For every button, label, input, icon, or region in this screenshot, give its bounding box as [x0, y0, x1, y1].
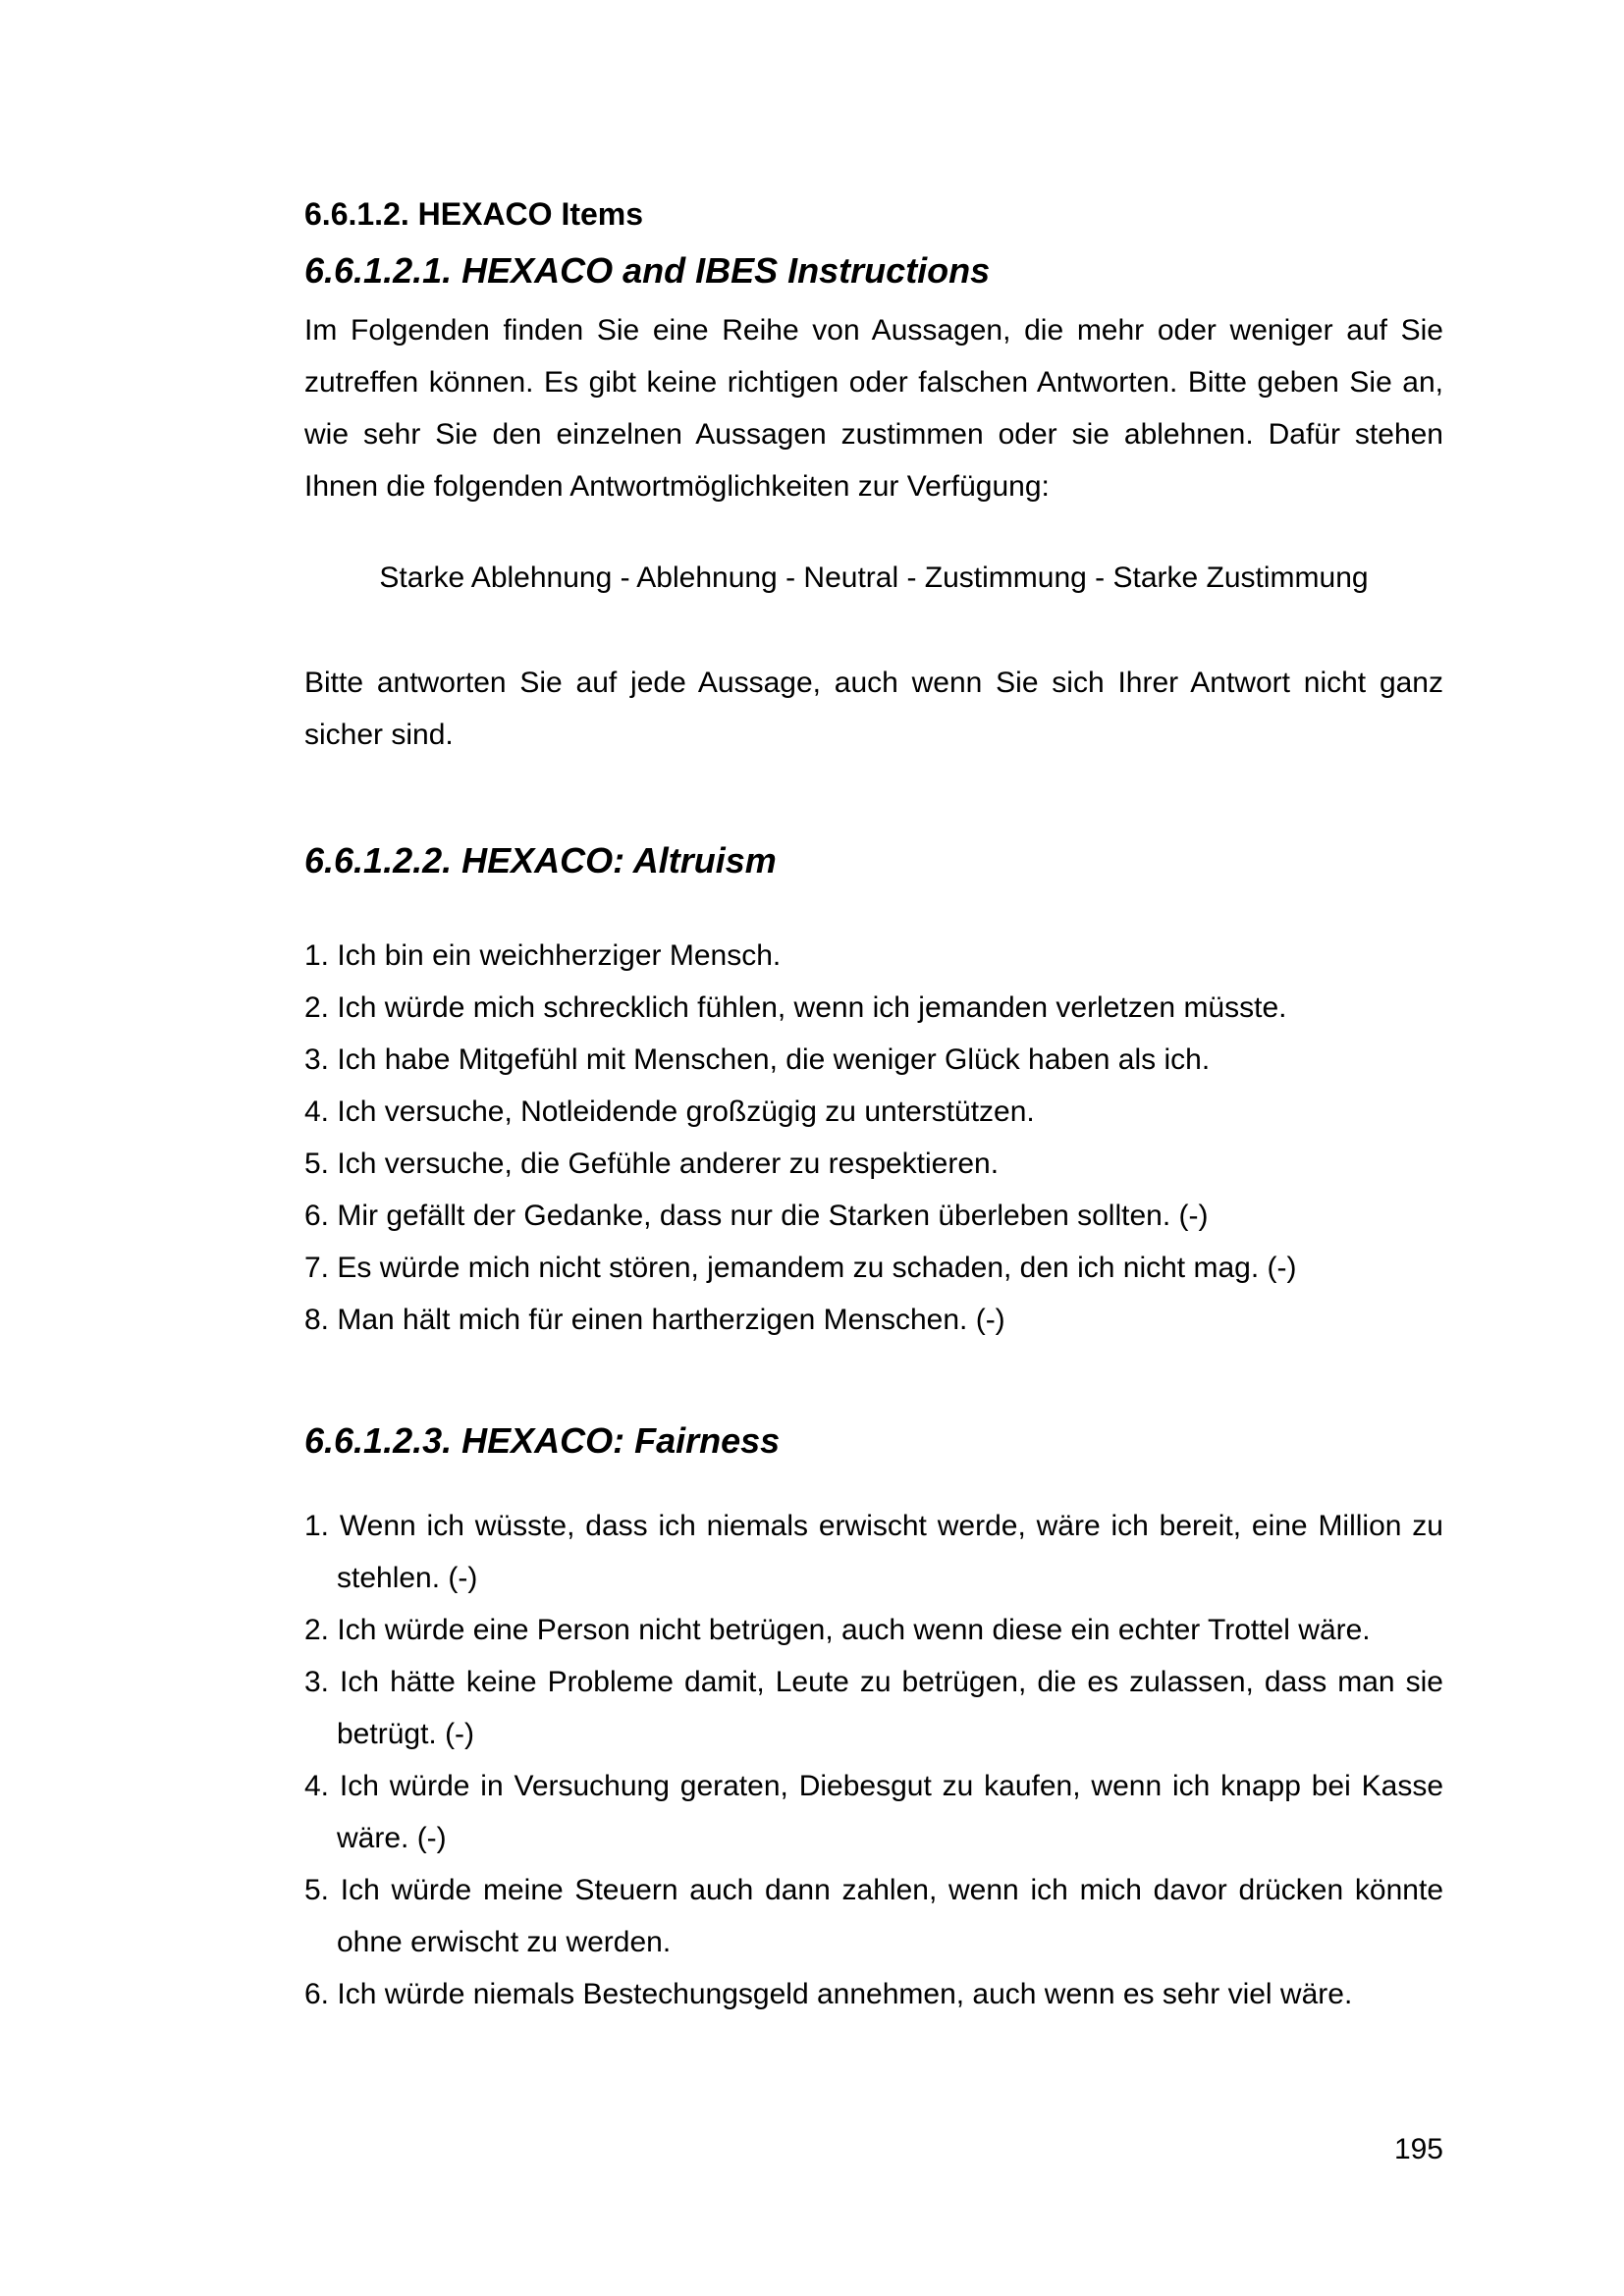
- page-number: 195: [1393, 2133, 1443, 2165]
- spacer: [304, 761, 1443, 837]
- list-item: 5. Ich versuche, die Gefühle anderer zu respektieren.: [304, 1148, 1000, 1180]
- list-item: 1. Ich bin ein weichherziger Mensch.: [304, 939, 782, 972]
- instructions-heading: 6.6.1.2.1. HEXACO and IBES Instructions: [304, 250, 991, 291]
- instructions-note: Bitte antworten Sie auf jede Aussage, auch wenn Sie sich Ihrer Antwort nicht ganz sicher sind.: [304, 667, 1443, 751]
- instructions-paragraph: Im Folgenden finden Sie eine Reihe von Aussagen, die mehr oder weniger auf Sie zutreffen können. Es gibt keine richtigen oder falschen Antworten. Bitte geben Sie an, wie sehr Sie den einzelnen Aussagen zustimmen oder sie ablehnen. Dafür stehen Ihnen die folgenden Antwortmöglichkeiten zur Verfügung:: [304, 314, 1443, 503]
- list-item: 1. Wenn ich wüsste, dass ich niemals erwischt werde, wäre ich bereit, eine Million zu stehlen. (-): [304, 1510, 1443, 1594]
- list-item: 4. Ich würde in Versuchung geraten, Diebesgut zu kaufen, wenn ich knapp bei Kasse wäre. (-): [304, 1770, 1443, 1854]
- document-page: [304, 192, 1443, 2020]
- list-item: 7. Es würde mich nicht stören, jemandem zu schaden, den ich nicht mag. (-): [304, 1252, 1297, 1284]
- list-item: 2. Ich würde mich schrecklich fühlen, wenn ich jemanden verletzen müsste.: [304, 991, 1287, 1024]
- list-item: 8. Man hält mich für einen hartherzigen Menschen. (-): [304, 1304, 1005, 1336]
- response-scale: Starke Ablehnung - Ablehnung - Neutral - Zustimmung - Starke Zustimmung: [379, 561, 1369, 594]
- list-item: 6. Ich würde niemals Bestechungsgeld annehmen, auch wenn es sehr viel wäre.: [304, 1978, 1353, 2010]
- spacer: [304, 1346, 1443, 1417]
- fairness-item-list: [304, 1500, 1443, 2020]
- list-item: 6. Mir gefällt der Gedanke, dass nur die Starken überleben sollten. (-): [304, 1200, 1209, 1232]
- section-heading: 6.6.1.2. HEXACO Items: [304, 196, 644, 232]
- fairness-heading: 6.6.1.2.3. HEXACO: Fairness: [304, 1420, 781, 1461]
- list-item: 3. Ich hätte keine Probleme damit, Leute zu betrügen, die es zulassen, dass man sie betrügt. (-): [304, 1666, 1443, 1750]
- spacer: [304, 1474, 1443, 1500]
- list-item: 5. Ich würde meine Steuern auch dann zahlen, wenn ich mich davor drücken könnte ohne erwischt zu werden.: [304, 1874, 1443, 1958]
- altruism-heading: 6.6.1.2.2. HEXACO: Altruism: [304, 840, 777, 881]
- list-item: 3. Ich habe Mitgefühl mit Menschen, die weniger Glück haben als ich.: [304, 1043, 1211, 1076]
- list-item: 2. Ich würde eine Person nicht betrügen, auch wenn diese ein echter Trottel wäre.: [304, 1614, 1371, 1646]
- altruism-item-list: [304, 930, 1443, 1346]
- list-item: 4. Ich versuche, Notleidende großzügig zu unterstützen.: [304, 1095, 1035, 1128]
- spacer: [304, 894, 1443, 930]
